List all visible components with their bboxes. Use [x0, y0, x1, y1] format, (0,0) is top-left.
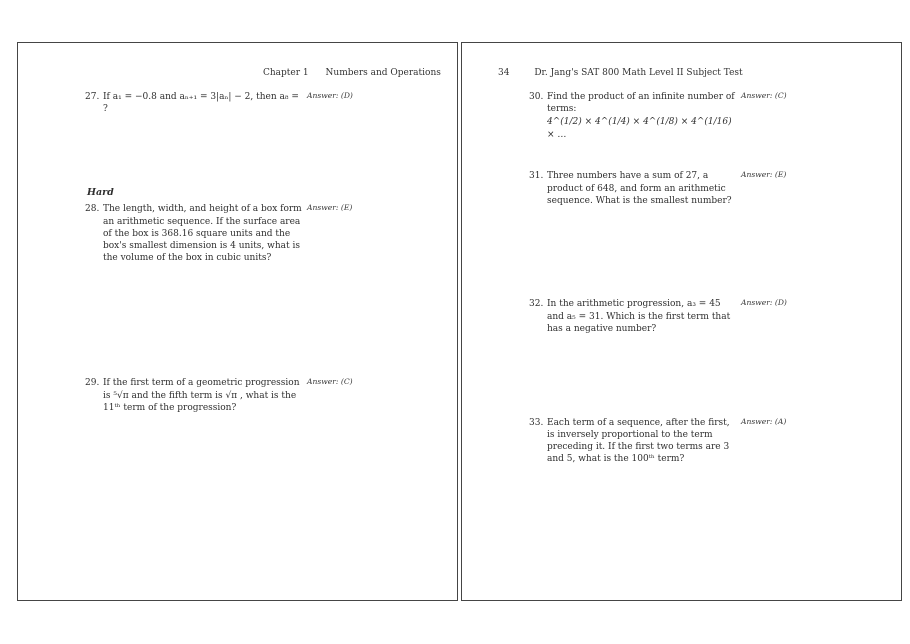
solution-line	[307, 424, 453, 434]
solution-line	[741, 483, 891, 493]
solution-line	[307, 128, 453, 138]
difficulty-label: Hard	[87, 187, 114, 199]
page-number: 34	[498, 68, 510, 78]
solution-line	[741, 316, 891, 326]
question-number: 30.	[529, 92, 544, 102]
solution-line	[307, 289, 453, 299]
solution	[741, 188, 891, 285]
solution-line	[307, 318, 453, 328]
solution	[307, 395, 453, 463]
solution-line	[741, 276, 891, 286]
solution-line	[741, 435, 891, 445]
solution-line	[741, 326, 891, 336]
question-block	[85, 377, 453, 463]
question-main	[529, 170, 741, 207]
question-text: Three numbers have a sum of 27, a product of 648, and form an arithmetic sequence. What is the smallest number?	[547, 171, 732, 206]
solution-line	[741, 119, 891, 129]
question-column	[529, 170, 741, 210]
question-block	[529, 417, 897, 493]
solution-line	[741, 109, 891, 119]
answer-label: Answer: (C)	[741, 91, 787, 100]
question-number: 32.	[529, 299, 544, 310]
page-left	[17, 42, 458, 601]
question-main	[85, 377, 307, 414]
question-number: 33.	[529, 417, 544, 428]
question-list	[529, 91, 897, 493]
solution-line	[741, 266, 891, 276]
solution-line	[741, 138, 891, 148]
solution-line	[307, 395, 453, 405]
solution-line	[741, 208, 891, 218]
question-row	[85, 377, 453, 463]
question-text: If a₁ = −0.8 and aₙ₊₁ = 3|aₙ| − 2, then a₈ = ?	[103, 92, 299, 115]
solution-line	[307, 148, 453, 158]
question-row	[85, 91, 453, 157]
solution-line	[307, 251, 453, 261]
question-text: The length, width, and height of a box form an arithmetic sequence. If the surface area of the box is 368.16 square units and the box's smallest dimension is 4 units, what is the volume of the box in cubic units?	[103, 204, 302, 264]
solution-line	[307, 109, 453, 119]
book-title: Dr. Jang's SAT 800 Math Level II Subject Test	[534, 68, 743, 78]
answer-label: Answer: (E)	[307, 203, 353, 213]
question-main	[85, 91, 307, 115]
question-number: 31.	[529, 171, 544, 182]
question-column	[529, 417, 741, 469]
solution-line	[741, 227, 891, 237]
question-text: Find the product of an infinite number of terms:	[547, 92, 735, 115]
solution-line	[741, 188, 891, 198]
solution-line	[741, 384, 891, 394]
chapter-label: Chapter 1	[263, 68, 309, 78]
question-row	[529, 91, 897, 157]
page-header-left	[263, 68, 453, 78]
question-main	[529, 417, 741, 466]
question-number: 28.	[85, 204, 100, 215]
answer-column	[741, 91, 891, 157]
solution-line	[741, 336, 891, 346]
question-main	[85, 203, 307, 264]
question-column	[529, 91, 741, 145]
solution-line	[307, 338, 453, 348]
answer-column	[307, 203, 453, 347]
solution-line	[307, 454, 453, 464]
question-column	[529, 298, 741, 338]
answer-label: Answer: (D)	[307, 91, 353, 100]
question-row	[85, 203, 453, 347]
question-number: 27.	[85, 92, 100, 102]
page-right	[461, 42, 902, 601]
solution-line	[741, 237, 891, 247]
question-text: Each term of a sequence, after the first, is inversely proportional to the term preceding it. If the first two terms are 3 and 5, what is the 100ᵗʰ term?	[547, 417, 730, 465]
question-block	[529, 298, 897, 403]
solution-line	[307, 280, 453, 290]
answer-label: Answer: (C)	[307, 377, 353, 387]
answer-column	[307, 377, 453, 463]
solution	[741, 435, 891, 493]
solution	[307, 109, 453, 157]
solution-line	[741, 454, 891, 464]
solution-line	[741, 464, 891, 474]
solution	[741, 109, 891, 157]
question-main	[529, 298, 741, 335]
solution-line	[741, 473, 891, 483]
answer-label: Answer: (E)	[741, 170, 787, 180]
section-title: Numbers and Operations	[325, 68, 441, 78]
solution-line	[741, 345, 891, 355]
question-block	[85, 91, 453, 157]
solution-line	[307, 444, 453, 454]
solution-line	[307, 309, 453, 319]
solution-line	[741, 247, 891, 257]
solution	[307, 221, 453, 347]
solution-line	[741, 355, 891, 365]
answer-column	[741, 170, 891, 285]
solution-line	[741, 374, 891, 384]
solution-line	[741, 198, 891, 208]
question-main	[529, 91, 741, 115]
solution-line	[307, 328, 453, 338]
solution-line	[307, 138, 453, 148]
solution-line	[307, 119, 453, 129]
solution-line	[307, 270, 453, 280]
question-row	[529, 298, 897, 403]
question-row	[529, 417, 897, 493]
solution-line	[741, 394, 891, 404]
solution-line	[307, 260, 453, 270]
question-number: 29.	[85, 378, 100, 389]
question-column	[85, 377, 307, 417]
solution-line	[307, 434, 453, 444]
solution-line	[307, 405, 453, 415]
question-formula: 4^(1/2) × 4^(1/4) × 4^(1/8) × 4^(1/16) × …	[547, 117, 732, 141]
answer-column	[741, 298, 891, 403]
solution-line	[741, 128, 891, 138]
solution-line	[307, 231, 453, 241]
solution-line	[741, 256, 891, 266]
solution-line	[741, 365, 891, 375]
solution	[741, 316, 891, 403]
answer-label: Answer: (D)	[741, 298, 787, 308]
question-block	[529, 91, 897, 157]
question-block	[529, 170, 897, 285]
question-text: If the first term of a geometric progression is ⁵√π and the fifth term is √π , what is the 11ᵗʰ term of the progression?	[103, 378, 300, 413]
solution-line	[307, 299, 453, 309]
solution-line	[741, 444, 891, 454]
answer-label: Answer: (A)	[741, 416, 787, 426]
solution-line	[741, 218, 891, 228]
question-text: In the arithmetic progression, a₃ = 45 and a₅ = 31. Which is the first term that has a negative number?	[547, 299, 731, 334]
question-row	[529, 170, 897, 285]
solution-line	[307, 415, 453, 425]
answer-column	[307, 91, 453, 157]
answer-column	[741, 417, 891, 493]
solution-line	[307, 241, 453, 251]
question-column	[85, 91, 307, 118]
question-column	[85, 203, 307, 267]
question-block	[85, 187, 453, 347]
solution-line	[307, 221, 453, 231]
solution-line	[741, 148, 891, 158]
question-list	[85, 91, 453, 463]
page-header-right	[498, 68, 897, 78]
